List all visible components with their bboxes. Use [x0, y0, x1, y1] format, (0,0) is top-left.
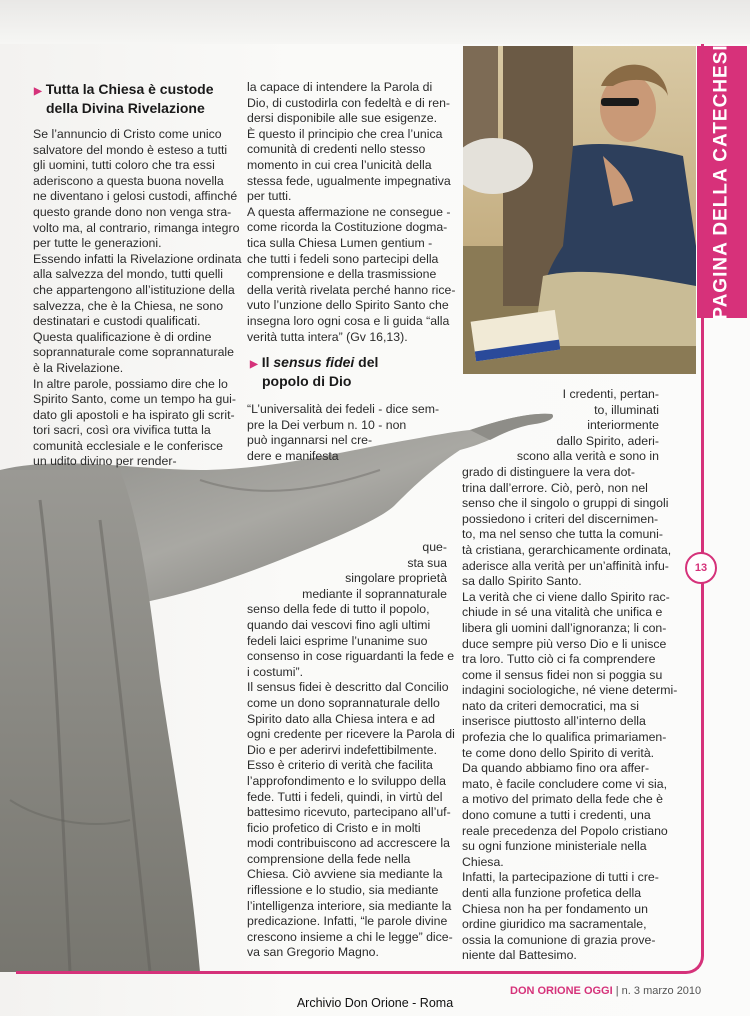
text-line: Spirito dato alla Chiesa intera e ad: [247, 711, 435, 726]
section2-title-em: sensus fidei: [273, 354, 355, 370]
text-line: Essendo infatti la Rivelazione ordinata: [33, 251, 242, 266]
text-line: Da quando abbiamo fino ora affer-: [462, 761, 650, 776]
text-line: come il sensus fidei non si poggia su: [462, 667, 663, 682]
text-line: la capace di intendere la Parola di: [247, 80, 433, 94]
text-line: che appartengono all’istituzione della: [33, 282, 235, 297]
section2-title-pre: Il: [261, 354, 274, 370]
text-line: ossia la comunione di grazia prove-: [462, 932, 656, 947]
text-line: su ogni funzione ministeriale nella: [462, 839, 647, 854]
triangle-bullet-icon: ▶: [250, 359, 258, 370]
text-line: Infatti, la partecipazione di tutti i cre-: [462, 870, 659, 885]
column-2-middle: [247, 402, 447, 464]
text-line: Spirito Santo, come un tempo ha gui-: [33, 392, 237, 407]
text-line: consenso in cose riguardanti la fede e: [247, 649, 455, 664]
column-2-bottom: [247, 540, 455, 961]
text-line: senso che il singolo o gruppi di singoli: [462, 496, 669, 511]
text-line: Questa qualificazione è di ordine: [33, 329, 212, 344]
text-line: per tutti.: [247, 189, 292, 204]
text-line: niente dal Battesimo.: [462, 948, 577, 963]
text-line: un udito divino per render-: [33, 454, 177, 469]
text-line: va san Gregorio Magno.: [247, 945, 379, 960]
text-line: libera gli uomini dall’ignoranza; li con-: [462, 620, 667, 635]
text-line: grado di distinguere la vera dot-: [462, 464, 635, 479]
text-line: stessa fede, ugualmente impegnativa: [247, 173, 451, 188]
text-line: dato gli apostoli e ha ispirato gli scrit-: [33, 407, 235, 422]
text-line: comunità di credenti nello stesso: [247, 142, 426, 157]
text-line: crescono insieme a chi le legge” dice-: [247, 929, 453, 944]
text-line: comprensione della fede nella: [247, 851, 411, 866]
text-line: gli uomini, tutti coloro che tra essi: [33, 158, 215, 173]
text-line: ogni credente per ricevere la Parola di: [247, 727, 455, 742]
text-line: Se l’annuncio di Cristo come unico: [33, 127, 222, 141]
text-line: insegna loro ogni cosa e li guida “alla: [247, 313, 450, 328]
text-line: l’approfondimento e lo sviluppo della: [247, 773, 446, 788]
section2-title-line2: popolo di Dio: [262, 373, 352, 389]
text-line: momento in cui crea l’unicità della: [247, 157, 432, 172]
text-line: destinatari e custodi qualificati.: [33, 314, 201, 329]
text-line: La verità che ci viene dallo Spirito rac-: [462, 589, 670, 604]
text-line: tica sulla Chiesa Lumen gentium -: [247, 235, 433, 250]
text-line: scono alla verità e sono in: [516, 449, 659, 464]
text-line: ficio profetico di Cristo e in molti: [247, 820, 421, 835]
text-line: che tutti i fedeli sono partecipi della: [247, 251, 439, 266]
text-line: tori sacri, così ora vivifica tutta la: [33, 423, 211, 438]
text-line: ordine giuridico ma sacramentale,: [462, 917, 647, 932]
text-line: per tutte le generazioni.: [33, 236, 162, 251]
text-line: vuto l’unzione dello Spirito Santo che: [247, 298, 449, 313]
text-line: salvatore del mondo è esteso a tutti: [33, 142, 228, 157]
text-line: è la Rivelazione.: [33, 360, 124, 375]
text-line: reale precedenza del Popolo cristiano: [462, 823, 668, 838]
issue-label: n. 3 marzo 2010: [621, 985, 702, 997]
text-line: È questo il principio che crea l’unica: [247, 126, 443, 141]
text-line: soprannaturale come soprannaturale: [33, 345, 234, 360]
text-line: to, illuminati: [594, 402, 659, 417]
text-line: In altre parole, possiamo dire che lo: [33, 376, 228, 391]
text-line: Il sensus fidei è descritto dal Concilio: [247, 680, 449, 695]
text-line: dere e manifesta: [247, 448, 339, 463]
text-line: alla salvezza del mondo, tutti quelli: [33, 267, 224, 282]
text-line: battesimo ricevuto, partecipano all’uf-: [247, 805, 451, 820]
text-line: inserisce piuttosto all’interno della: [462, 714, 646, 729]
text-line: fede. Tutti i fedeli, quindi, in virtù del: [247, 789, 443, 804]
page-number: 13: [685, 552, 717, 584]
column-1: [33, 127, 243, 470]
text-line: fedeli laici esprime l’unanime suo: [247, 633, 428, 648]
text-line: “L’universalità dei fedeli - dice sem-: [247, 402, 440, 416]
text-line: A questa affermazione ne consegue -: [247, 204, 451, 219]
text-line: sa dallo Spirito Santo.: [462, 574, 582, 589]
section1-title-line1: Tutta la Chiesa è custode: [45, 81, 214, 97]
text-line: salvezza, che è la Chiesa, ne sono: [33, 298, 224, 313]
section-sidebar: [697, 46, 747, 318]
text-line: può ingannarsi nel cre-: [247, 433, 373, 448]
text-line: l’intelligenza interiore, sia mediante la: [247, 898, 452, 913]
text-line: come ricorda la Costituzione dogma-: [247, 220, 448, 235]
text-line: verità tutta intera” (Gv 16,13).: [247, 329, 408, 344]
section2-title-rest: del: [354, 354, 379, 370]
text-line: profezia che lo qualifica primariamen-: [462, 730, 667, 745]
triangle-bullet-icon: ▶: [34, 86, 42, 97]
text-line: predicazione. Infatti, “le parole divine: [247, 914, 448, 929]
text-line: Dio, di custodirla con fedeltà e di ren-: [247, 95, 451, 110]
section1-title-line2: della Divina Rivelazione: [46, 100, 205, 116]
text-line: dallo Spirito, aderi-: [556, 433, 659, 448]
text-line: duce sempre più verso Dio e li unisce: [462, 636, 667, 651]
text-line: Dio e per aderirvi indefettibilmente.: [247, 742, 438, 757]
text-line: tà cristiana, gerarchicamente ordinata,: [462, 542, 672, 557]
text-line: modi contribuiscono ad accrescere la: [247, 836, 451, 851]
text-line: singolare proprietà: [345, 571, 447, 586]
text-line: chiude in sé una vitalità che unifica e: [462, 605, 663, 620]
text-line: Chiesa.: [462, 854, 504, 869]
section2-heading: [250, 354, 378, 390]
text-line: questo grande dono non venga stra-: [33, 204, 232, 219]
column-2-top: [247, 80, 456, 345]
sidebar-label: PAGINA DELLA CATECHESI: [711, 44, 732, 320]
text-line: trina dall’errore. Ciò, però, non nel: [462, 480, 648, 495]
section1-heading: [34, 81, 213, 117]
text-line: pre la Dei verbum n. 10 - non: [247, 417, 407, 432]
text-line: comunità ecclesiale e le conferisce: [33, 438, 224, 453]
text-line: sta sua: [407, 555, 447, 570]
text-line: mediante il soprannaturale: [302, 586, 447, 601]
text-line: denti alla funzione profetica della: [462, 886, 642, 900]
text-line: Chiesa. Ciò avviene sia mediante la: [247, 867, 443, 882]
text-line: aderisce alla verità per un’affinità infu-: [462, 558, 669, 573]
text-line: to, ma nel senso che tutta la comuni-: [462, 527, 663, 542]
text-line: aderiscono a questa buona novella: [33, 173, 224, 188]
text-line: indagini sociologiche, né viene determi-: [462, 683, 678, 698]
text-line: quando dai vescovi fino agli ultimi: [247, 617, 431, 632]
text-line: possiedono i criteri del discernimen-: [462, 511, 659, 526]
text-line: interiormente: [587, 418, 659, 433]
text-line: a motivo del primato della fede che è: [462, 792, 663, 807]
archive-credit: Archivio Don Orione - Roma: [296, 996, 454, 1010]
magazine-name: DON ORIONE OGGI: [510, 985, 613, 997]
text-line: nato da criteri democratici, ma si: [462, 698, 640, 713]
text-line: ne diventano i gelosi custodi, affinché: [33, 189, 238, 204]
column-3: [462, 387, 678, 964]
text-line: tra loro. Tutto ciò ci fa comprendere: [462, 652, 656, 667]
text-line: que-: [422, 540, 447, 554]
text-line: Esso è criterio di verità che facilita: [247, 758, 433, 773]
text-line: senso della fede di tutto il popolo,: [247, 602, 430, 617]
text-line: dono comune a tutti i credenti, una: [462, 808, 651, 823]
text-line: I credenti, pertan-: [562, 387, 659, 401]
magazine-footer: DON ORIONE OGGI | n. 3 marzo 2010: [510, 985, 702, 997]
text-line: comprensione e della trasmissione: [247, 267, 437, 282]
text-line: volto ma, al contrario, rimanga integro: [33, 220, 240, 235]
text-line: mato, è facile concludere come vi sia,: [462, 776, 668, 791]
text-line: come un dono soprannaturale dello: [247, 695, 440, 710]
text-line: Chiesa non ha per fondamento un: [462, 901, 648, 916]
text-line: te come dono dello Spirito di verità.: [462, 745, 655, 760]
text-line: i costumi”.: [247, 664, 304, 679]
text-line: della verità rivelata perché hanno rice-: [247, 282, 456, 297]
text-line: riflessione e lo studio, sia mediante: [247, 883, 439, 898]
text-line: dersi disponibile alle sue esigenze.: [247, 111, 438, 126]
